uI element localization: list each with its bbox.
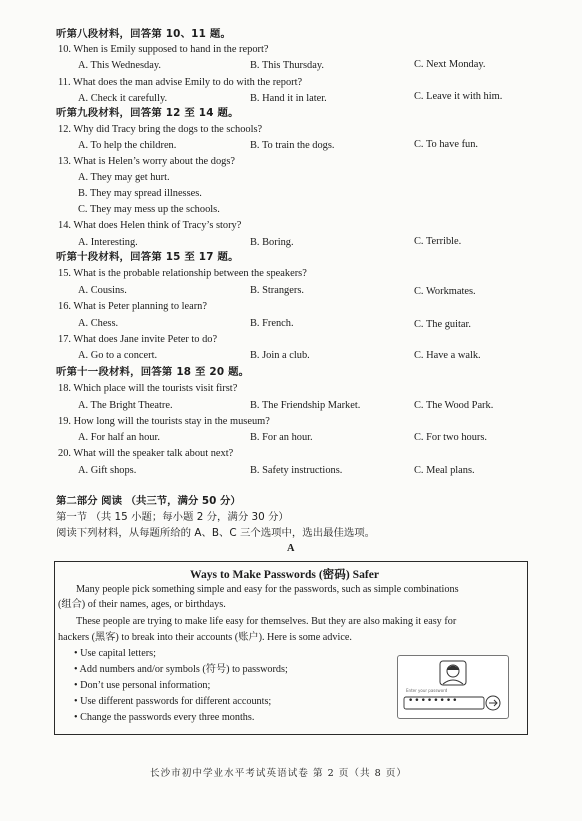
q12-option-a: A. To help the children. (78, 140, 177, 151)
login-illustration (397, 655, 509, 719)
q14-option-b: B. Boring. (250, 237, 294, 248)
q19-option-a: A. For half an hour. (78, 432, 160, 443)
question-17: 17. What does Jane invite Peter to do? (58, 334, 218, 345)
q13-option-a: A. They may get hurt. (78, 172, 170, 183)
passage-p2-line2: hackers (黑客) to break into their accounts (账户). Here is some advice. (58, 632, 352, 643)
section11-heading: 听第十一段材料，回答第 18 至 20 题。 (56, 366, 250, 378)
q20-option-b: B. Safety instructions. (250, 465, 343, 476)
question-20: 20. What will the speaker talk about next? (58, 448, 234, 459)
q10-option-a: A. This Wednesday. (78, 60, 161, 71)
section9-heading: 听第九段材料，回答第 12 至 14 题。 (56, 107, 239, 119)
tip-item: • Use capital letters; (74, 648, 156, 659)
q11-option-a: A. Check it carefully. (78, 93, 168, 104)
question-13: 13. What is Helen’s worry about the dogs? (58, 156, 235, 167)
q11-option-c: C. Leave it with him. (414, 91, 503, 102)
q14-option-a: A. Interesting. (78, 237, 138, 248)
page-footer: 长沙市初中学业水平考试英语试卷 第 2 页（共 8 页） (150, 768, 407, 779)
q20-option-c: C. Meal plans. (414, 465, 475, 476)
tip-item: • Don’t use personal information; (74, 680, 211, 691)
passage-p2-line1: These people are trying to make life easy for themselves. But they are also making it easy for (76, 616, 457, 627)
q20-option-a: A. Gift shops. (78, 465, 137, 476)
q11-option-b: B. Hand it in later. (250, 93, 327, 104)
q13-option-b: B. They may spread illnesses. (78, 188, 202, 199)
q15-option-b: B. Strangers. (250, 285, 304, 296)
q13-option-c: C. They may mess up the schools. (78, 204, 220, 215)
reading-instruction: 阅读下列材料，从每题所给的 A、B、C 三个选项中，选出最佳选项。 (56, 527, 376, 539)
section10-heading: 听第十段材料，回答第 15 至 17 题。 (56, 251, 239, 263)
q16-option-b: B. French. (250, 318, 294, 329)
q10-option-b: B. This Thursday. (250, 60, 324, 71)
question-11: 11. What does the man advise Emily to do with the report? (58, 77, 303, 88)
question-18: 18. Which place will the tourists visit first? (58, 383, 238, 394)
q18-option-a: A. The Bright Theatre. (78, 400, 173, 411)
passage-title: Ways to Make Passwords (密码) Safer (190, 568, 380, 581)
question-15: 15. What is the probable relationship between the speakers? (58, 268, 307, 279)
q18-option-c: C. The Wood Park. (414, 400, 494, 411)
q10-option-c: C. Next Monday. (414, 59, 486, 70)
q19-option-c: C. For two hours. (414, 432, 488, 443)
q15-option-a: A. Cousins. (78, 285, 127, 296)
tip-item: • Use different passwords for different accounts; (74, 696, 272, 707)
tip-item: • Change the passwords every three months. (74, 712, 255, 723)
q16-option-a: A. Chess. (78, 318, 119, 329)
login-illustration-graphic (398, 656, 508, 718)
password-field-label: Enter your password (406, 688, 448, 693)
question-10: 10. When is Emily supposed to hand in the report? (58, 44, 269, 55)
section8-heading: 听第八段材料，回答第 10、11 题。 (56, 28, 232, 40)
q17-option-b: B. Join a club. (250, 350, 310, 361)
q14-option-c: C. Terrible. (414, 236, 462, 247)
q19-option-b: B. For an hour. (250, 432, 313, 443)
question-14: 14. What does Helen think of Tracy’s story? (58, 220, 242, 231)
q18-option-b: B. The Friendship Market. (250, 400, 361, 411)
q17-option-a: A. Go to a concert. (78, 350, 158, 361)
question-12: 12. Why did Tracy bring the dogs to the schools? (58, 124, 263, 135)
tip-item: • Add numbers and/or symbols (符号) to passwords; (74, 664, 288, 675)
q17-option-c: C. Have a walk. (414, 350, 481, 361)
reading-sub-heading: 第一节 （共 15 小题；每小题 2 分，满分 30 分） (56, 511, 289, 523)
passage-p1-line2: (组合) of their names, ages, or birthdays. (58, 599, 226, 610)
question-19: 19. How long will the tourists stay in the museum? (58, 416, 270, 427)
q12-option-c: C. To have fun. (414, 139, 479, 150)
q16-option-c: C. The guitar. (414, 319, 471, 330)
q15-option-c: C. Workmates. (414, 286, 476, 297)
passage-p1-line1: Many people pick something simple and easy for the passwords, such as simple combinations (76, 584, 459, 595)
reading-part-heading: 第二部分 阅读 （共三节，满分 50 分） (56, 495, 241, 507)
passage-letter: A (287, 543, 295, 554)
question-16: 16. What is Peter planning to learn? (58, 301, 207, 312)
q12-option-b: B. To train the dogs. (250, 140, 335, 151)
password-dots: •••••••• (408, 696, 459, 706)
